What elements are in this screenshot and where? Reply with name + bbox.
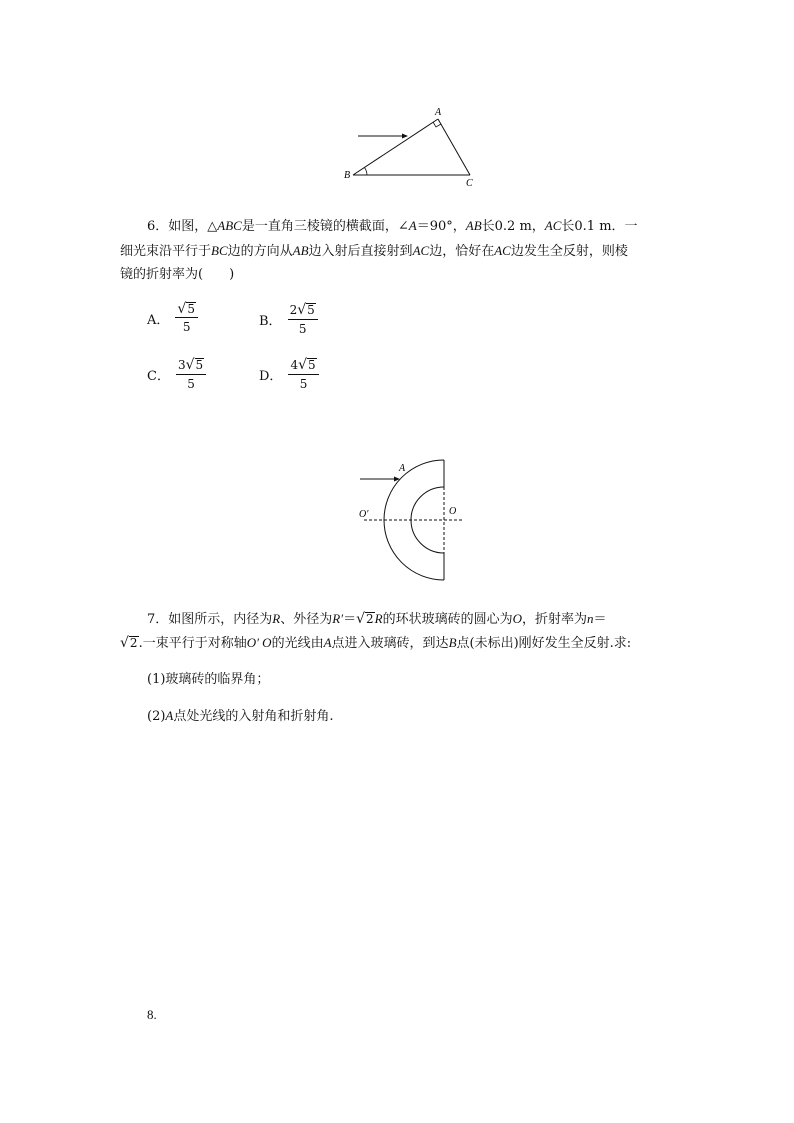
q7-number: 7． [147,612,169,627]
q7-text: ，折射率为 [522,612,588,627]
q6-var: ABC [217,218,242,233]
q7-text: ＝ [593,612,607,627]
q7-text: ＝ [343,612,357,627]
fraction: √ 5 5 [175,302,198,335]
option-label: D． [259,369,283,384]
label-O-prime: O′ [359,509,369,520]
q6-line1 [147,216,638,237]
q7-var: R [374,611,383,626]
q6-number: 6． [147,219,169,234]
option-A[interactable] [147,302,198,335]
q6-text: 边入射后直接射到 [308,244,413,259]
q7-text: 点(未标出)刚好发生全反射.求: [456,636,632,651]
q7-text: 的环状玻璃砖的圆心为 [382,612,513,627]
q7-text: 如图所示，内径为 [168,612,273,627]
denominator: 5 [182,320,191,334]
q6-text: 是一直角三棱镜的横截面，∠ [241,219,409,234]
radicand: 5 [195,358,204,372]
q6-var: BC [211,243,228,258]
coef: 2 [289,303,298,317]
q6-line2 [120,241,628,262]
sqrt: √ 2 [356,611,374,627]
q7-text: .一束平行于对称轴 [138,636,247,651]
label-O: O [449,506,457,517]
radicand: 2 [129,636,138,650]
radicand: 5 [307,303,315,317]
option-label: B． [259,314,282,329]
q6-text: 边，恰好在 [429,244,495,259]
q7-var: O′ O [246,635,272,650]
q7-var: A [165,708,174,723]
angle-B-arc [365,168,368,176]
q6-var: AC [412,243,430,258]
q6-var: AC [544,218,562,233]
side-AC [438,119,470,175]
q7-text: 的光线由 [271,636,324,651]
denominator: 5 [187,377,195,391]
q6-var: A [408,218,417,233]
coef: 4 [290,358,299,372]
label-B: B [344,170,351,181]
q8-label: 8. [147,1007,157,1022]
option-C[interactable] [147,357,206,392]
q7-var: R′ [332,611,344,626]
q6-var: AB [465,218,482,233]
q7-text: 、外径为 [280,612,333,627]
q7-var: A [323,635,332,650]
q7-var: B [448,635,457,650]
prism-figure [340,104,480,188]
q6-var: AB [292,243,309,258]
q7-text: (2) [147,709,166,724]
q6-text: 长0.1 m．一 [561,219,638,234]
label-A: A [399,463,406,474]
fraction: 2 √ 5 5 [288,302,318,337]
radicand: 5 [308,358,316,372]
q8-number [147,1005,157,1026]
sqrt: √ 2 [120,635,138,651]
q7-var: O [512,611,522,626]
label-A: A [435,107,442,118]
coef: 3 [177,358,186,372]
denominator: 5 [299,377,308,391]
q7-text: 点进入玻璃砖，到达 [331,636,449,651]
fraction: 3 √ 5 5 [176,357,206,392]
q7-var: R [272,611,281,626]
q7-sub1 [147,670,269,690]
label-C: C [466,178,473,188]
q7-text: 点处光线的入射角和折射角. [173,709,334,724]
q6-text: 如图，△ [168,219,218,234]
q6-text: ＝90°， [416,219,466,234]
radicand: 5 [187,302,195,316]
q7-text: (1)玻璃砖的临界角； [147,672,270,687]
option-D[interactable] [259,357,319,392]
q6-text: 长0.2 m， [481,219,545,234]
option-label: C． [147,369,170,384]
q6-line3 [120,265,234,285]
q7-sub2 [147,706,334,727]
option-B[interactable] [259,302,318,337]
q7-line1 [147,609,607,630]
ray-arrowhead [402,134,408,139]
q6-text: 镜的折射率为( ) [120,267,235,282]
glass-ring-figure [350,454,480,582]
q6-text: 边发生全反射，则棱 [510,244,628,259]
denominator: 5 [298,322,307,336]
option-label: A． [147,313,170,328]
radicand: 2 [366,612,374,626]
q7-var: n [587,611,594,626]
fraction: 4 √ 5 5 [288,357,318,392]
q6-var: AC [494,243,511,258]
q6-text: 边的方向从 [227,244,293,259]
side-AB [353,119,438,175]
q7-line2 [120,633,631,654]
q6-text: 细光束沿平行于 [120,244,212,259]
